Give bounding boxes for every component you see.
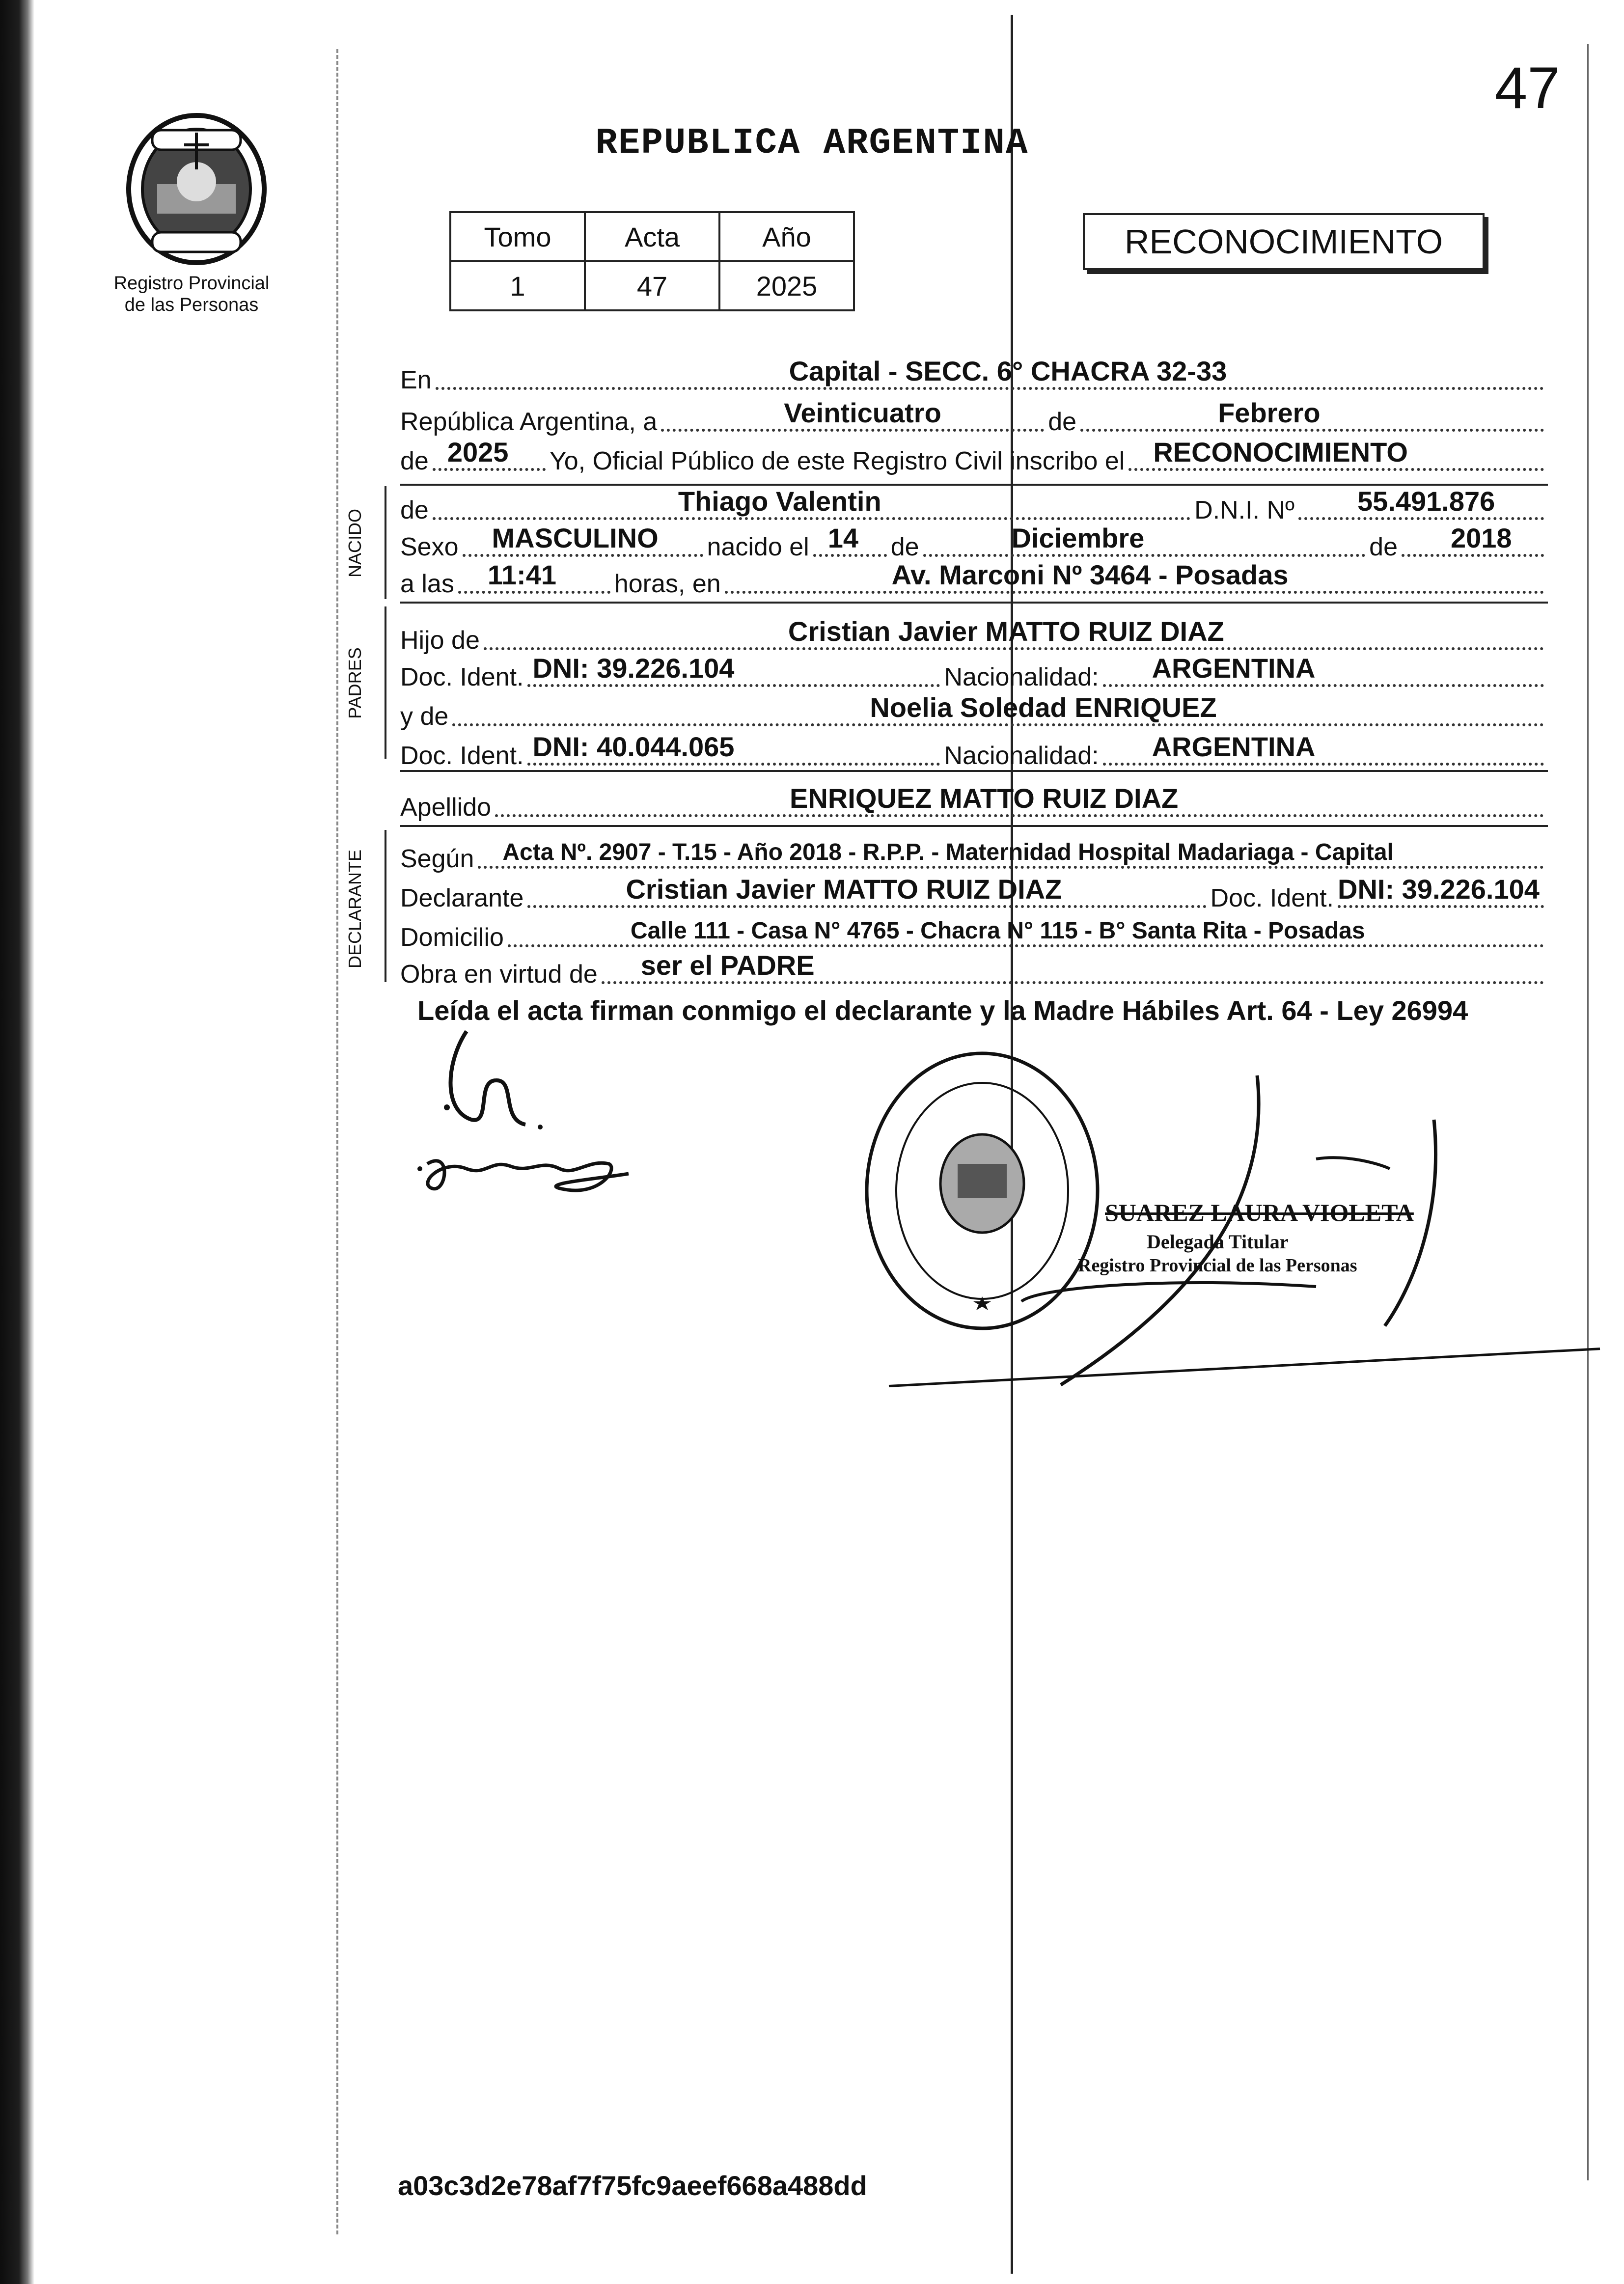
acta-value-tomo: 1: [450, 261, 585, 310]
acta-table: [449, 211, 855, 311]
row-declarante: Declarante Cristian Javier MATTO RUIZ DIAZ Doc. Ident. DNI: 39.226.104: [400, 872, 1548, 916]
acta-value-anio: 2025: [719, 261, 854, 310]
value-lugar: Capital - SECC. 6° CHACRA 32-33: [789, 356, 1227, 386]
acta-header-acta: Acta: [585, 212, 719, 261]
official-name: SUAREZ LAURA VIOLETA: [1105, 1199, 1414, 1226]
scan-edge: [0, 0, 34, 2284]
row-fecha: República Argentina, a Veinticuatro de Febrero: [400, 395, 1548, 440]
value-madre-doc: DNI: 40.044.065: [532, 731, 735, 762]
margin-line-right: [1587, 44, 1589, 2180]
row-obra: Obra en virtud de ser el PADRE: [400, 948, 1548, 992]
value-obra: ser el PADRE: [640, 950, 815, 981]
value-inscripcion: RECONOCIMIENTO: [1153, 437, 1408, 468]
signature-madre-icon: [413, 1129, 638, 1218]
value-padre-doc: DNI: 39.226.104: [532, 653, 735, 684]
value-madre-nac: ARGENTINA: [1152, 731, 1316, 762]
value-nac-dia: 14: [827, 523, 858, 553]
row-segun: Según Acta Nº. 2907 - T.15 - Año 2018 - R.P.P. - Maternidad Hospital Madariaga - Capital: [400, 832, 1548, 877]
row-apellido: Apellido ENRIQUEZ MATTO RUIZ DIAZ: [400, 781, 1548, 825]
document-title: REPUBLICA ARGENTINA: [595, 123, 1029, 164]
row-domicilio: Domicilio Calle 111 - Casa N° 4765 - Chacra N° 115 - B° Santa Rita - Posadas: [400, 911, 1548, 955]
row-padre: Hijo de Cristian Javier MATTO RUIZ DIAZ: [400, 614, 1548, 658]
acta-value-acta: 47: [585, 261, 719, 310]
value-nac-anio: 2018: [1451, 523, 1512, 553]
document-hash: a03c3d2e78af7f75fc9aeef668a488dd: [398, 2170, 867, 2201]
value-apellido: ENRIQUEZ MATTO RUIZ DIAZ: [790, 783, 1179, 814]
value-segun: Acta Nº. 2907 - T.15 - Año 2018 - R.P.P. - Maternidad Hospital Madariaga - Capital: [502, 839, 1394, 865]
value-dia: Veinticuatro: [784, 397, 941, 428]
acta-header-tomo: Tomo: [450, 212, 585, 261]
row-en: En Capital - SECC. 6° CHACRA 32-33: [400, 354, 1548, 398]
row-nombre: de Thiago Valentin D.N.I. Nº 55.491.876: [400, 484, 1548, 528]
value-declarante: Cristian Javier MATTO RUIZ DIAZ: [626, 874, 1062, 905]
record-type-box: RECONOCIMIENTO: [1083, 213, 1485, 270]
acta-header-anio: Año: [719, 212, 854, 261]
official-office: Registro Provincial de las Personas: [1078, 1255, 1357, 1276]
value-anio: 2025: [447, 437, 509, 468]
value-madre: Noelia Soledad ENRIQUEZ: [870, 692, 1217, 723]
official-role: Delegada Titular: [1147, 1231, 1289, 1253]
row-padre-doc: Doc. Ident. DNI: 39.226.104 Nacionalidad: ARGENTINA: [400, 651, 1548, 695]
row-inscripcion: de 2025 Yo, Oficial Público de este Registro Civil inscribo el RECONOCIMIENTO: [400, 435, 1548, 479]
row-madre-doc: Doc. Ident. DNI: 40.044.065 Nacionalidad: ARGENTINA: [400, 729, 1548, 773]
value-domicilio: Calle 111 - Casa N° 4765 - Chacra N° 115 - B° Santa Rita - Posadas: [630, 918, 1365, 944]
value-sexo: MASCULINO: [492, 523, 659, 553]
value-padre: Cristian Javier MATTO RUIZ DIAZ: [788, 616, 1224, 647]
value-lugar-nac: Av. Marconi Nº 3464 - Posadas: [891, 559, 1289, 590]
row-sexo: Sexo MASCULINO nacido el 14 de Diciembre de 2018: [400, 521, 1548, 565]
value-declarante-doc: DNI: 39.226.104: [1338, 874, 1540, 905]
registry-name: Registro Provincial de las Personas: [113, 273, 270, 315]
value-hora: 11:41: [487, 559, 556, 590]
value-mes: Febrero: [1218, 397, 1321, 428]
value-padre-nac: ARGENTINA: [1152, 653, 1316, 684]
value-nombre: Thiago Valentin: [678, 486, 881, 517]
row-hora: a las 11:41 horas, en Av. Marconi Nº 3464 - Posadas: [400, 557, 1548, 602]
side-label-padres: PADRES: [345, 647, 365, 719]
closing-statement: Leída el acta firman conmigo el declarante y la Madre Hábiles Art. 64 - Ley 26994: [417, 995, 1468, 1026]
side-label-declarante: DECLARANTE: [345, 849, 365, 969]
value-dni: 55.491.876: [1357, 486, 1495, 517]
row-madre: y de Noelia Soledad ENRIQUEZ: [400, 690, 1548, 734]
fold-line-left: [336, 49, 338, 2234]
side-label-nacido: NACIDO: [345, 509, 365, 578]
page-number: 47: [1494, 55, 1560, 121]
value-nac-mes: Diciembre: [1011, 523, 1145, 553]
